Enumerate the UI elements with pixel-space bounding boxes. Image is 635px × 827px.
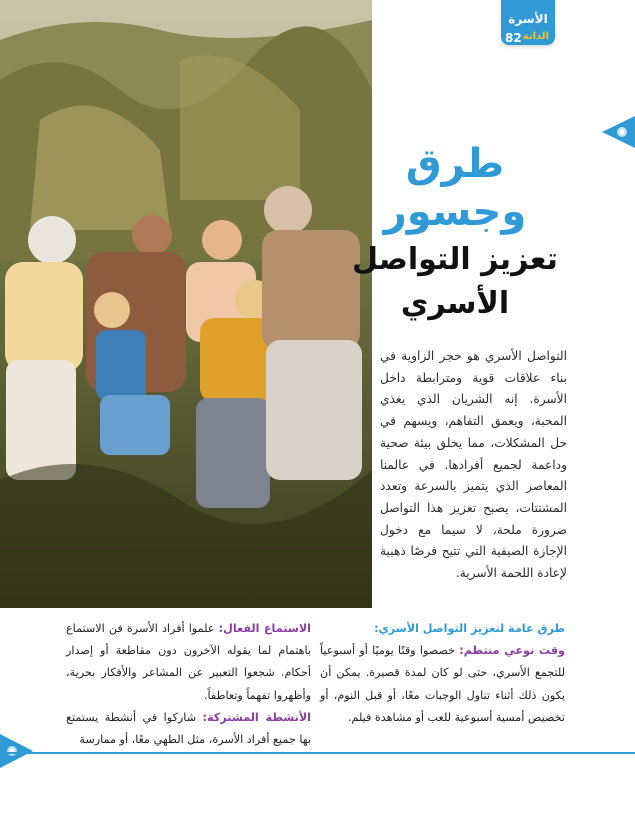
- item-label-2: الاستماع الفعال:: [218, 622, 311, 635]
- item-text-1: خصصوا وقتًا يوميًا أو أسبوعياً للتجمع الأسري، حتى لو كان لمدة قصيرة. يمكن أن يكون ذلك أثناء تناول الوجبات معًا، أو قبل النوم، أو تخصيص أمسية أسبوعية للعب أو مشاهدة فيلم.: [320, 644, 565, 724]
- item-label-3: الأنشطة المشتركة:: [202, 710, 311, 724]
- item-text-2: علموا أفراد الأسرة فن الاستماع باهتمام لما يقوله الآخرون دون مقاطعة أو إصدار أحكام. شجعوا التعبير عن المشاعر والأفكار بحرية، وأظهروا تفهماً وتعاطفاً.: [66, 622, 311, 702]
- family-photo: [0, 0, 372, 608]
- footer-divider: [0, 752, 635, 754]
- intro-paragraph: التواصل الأسري هو حجر الزاوية في بناء علاقات قوية ومترابطة داخل الأسرة. إنه الشريان الذي يغذي المحبة، ويعمق التفاهم، ويسهم في حل المشكلات، مما يخلق بيئة صحية وداعمة لجميع أفرادها. في عالمنا المعاصر الذي يتميز بالسرعة وتعدد المشتتات، يصبح تعزيز هذا التواصل ضرورة ملحة، لا سيما مع دخول الإجازة الصيفية التي تتيح فرصًا ذهبية لإعادة اللحمة الأسرية.: [380, 349, 567, 581]
- section-tab: [501, 0, 555, 45]
- item-label-1: وقت نوعي منتظم:: [459, 644, 565, 658]
- section-heading: طرق عامة لتعزيز التواصل الأسري:: [374, 622, 565, 635]
- family-photo-icon: [0, 0, 372, 608]
- title-line-4: الأسري: [400, 286, 510, 321]
- article-column-left: [66, 618, 311, 751]
- section-name: الأسرة: [508, 12, 548, 26]
- article-paragraph-1: [320, 640, 565, 729]
- title-line-2: وجسور: [383, 189, 527, 235]
- article-column-right: [320, 618, 565, 729]
- page-number: 82: [505, 31, 522, 45]
- article-paragraph-3: [66, 707, 311, 751]
- title-line-3: تعزيز التواصل: [352, 242, 558, 277]
- decor-arrow-right-icon: [602, 116, 635, 148]
- article-paragraph-2: [66, 618, 311, 707]
- title-line-1: طرق: [405, 141, 505, 187]
- magazine-brand: الدانة: [522, 31, 549, 42]
- item-text-3: شاركوا في أنشطة يستمتع بها جميع أفراد الأسرة، مثل الطهي معًا، أو ممارسة: [66, 710, 311, 747]
- decor-arrow-left-icon: [0, 734, 33, 768]
